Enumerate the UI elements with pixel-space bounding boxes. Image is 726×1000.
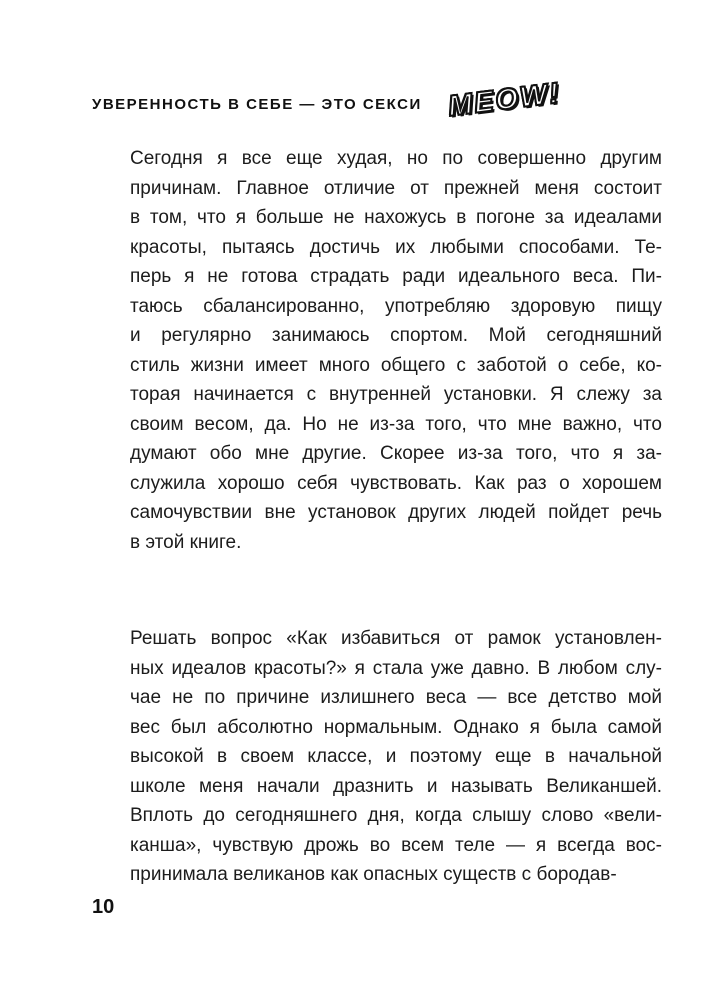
text-line: ных идеалов красоты?» я стала уже давно. В любом слу- <box>130 657 662 679</box>
text-line: чае не по причине излишнего веса — все детство мой <box>130 687 662 708</box>
text-line: и регулярно занимаюсь спортом. Мой сегодняшний <box>130 325 662 346</box>
text-line: причинам. Главное отличие от прежней меня состоит <box>130 177 662 199</box>
text-line: торая начинается с внутренней установки. Я слежу за <box>130 384 662 405</box>
text-line: таюсь сбалансированно, употребляю здоровую пищу <box>130 295 662 317</box>
text-line: самочувствии вне установок других людей пойдет речь <box>130 502 662 523</box>
meow-logo: MEOW! <box>446 77 563 123</box>
text-line: стиль жизни имеет много общего с заботой о себе, ко- <box>130 354 662 376</box>
text-line: Решать вопрос «Как избавиться от рамок установлен- <box>130 628 662 649</box>
text-line: высокой в своем классе, и поэтому еще в начальной <box>130 746 662 767</box>
running-title: УВЕРЕННОСТЬ В СЕБЕ — ЭТО СЕКСИ <box>92 96 422 113</box>
paragraph-2 <box>130 624 662 890</box>
text-line: принимала великанов как опасных существ с бородав- <box>130 864 617 885</box>
text-line: красоты, пытаясь достичь их любыми способами. Те- <box>130 236 662 258</box>
text-line: в этой книге. <box>130 531 242 553</box>
page-footer <box>92 896 114 919</box>
text-line: канша», чувствую дрожь во всем теле — я всегда вос- <box>130 834 662 856</box>
text-line: Сегодня я все еще худая, но по совершенно другим <box>130 148 662 169</box>
text-line: думают обо мне другие. Скорее из-за того, что я за- <box>130 443 662 464</box>
text-line: школе меня начали дразнить и называть Великаншей. <box>130 775 662 797</box>
paragraph-1 <box>130 144 662 557</box>
page-header <box>92 77 652 123</box>
page-content <box>130 144 662 890</box>
text-line: в том, что я больше не нахожусь в погоне за идеалами <box>130 207 662 228</box>
text-line: служила хорошо себя чувствовать. Как раз о хорошем <box>130 472 662 494</box>
text-line: вес был абсолютно нормальным. Однако я была самой <box>130 716 662 738</box>
text-line: перь я не готова страдать ради идеального веса. Пи- <box>130 266 662 287</box>
page-number: 10 <box>92 896 115 918</box>
text-line: Вплоть до сегодняшнего дня, когда слышу слово «вели- <box>130 805 662 826</box>
text-line: своим весом, да. Но не из-за того, что мне важно, что <box>130 413 662 435</box>
